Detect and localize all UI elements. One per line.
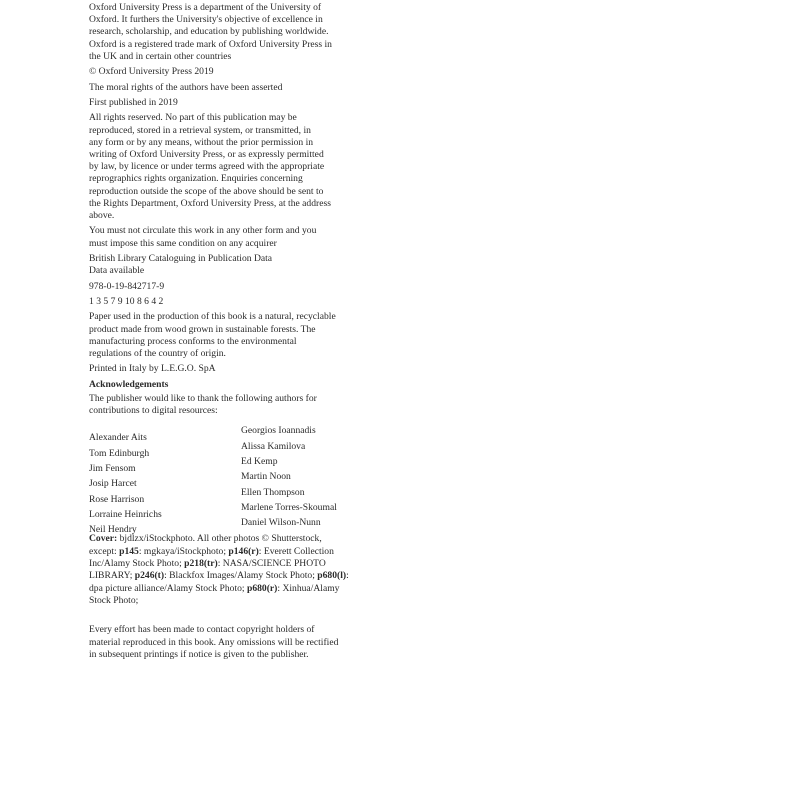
author-name: Jim Fensom bbox=[89, 462, 136, 474]
circulation-paragraph: You must not circulate this work in any other form and you must impose this same condition on any acquirer bbox=[89, 225, 317, 249]
copyright-line: © Oxford University Press 2019 bbox=[89, 66, 214, 78]
copyright-holders-notice: Every effort has been made to contact copyright holders of material reproduced in this book. Any omissions will be rectified in subsequent printings if notice is given to the publisher. bbox=[89, 624, 339, 660]
printing-line: 1 3 5 7 9 10 8 6 4 2 bbox=[89, 295, 164, 307]
credit-segment: p218(tr) bbox=[184, 557, 218, 569]
author-name: Josip Harcet bbox=[89, 478, 137, 490]
author-name: Ellen Thompson bbox=[241, 486, 305, 498]
author-name: Marlene Torres-Skoumal bbox=[241, 501, 337, 513]
author-name: Ed Kemp bbox=[241, 455, 278, 467]
credit-segment: Cover: bbox=[89, 533, 118, 545]
photo-credits-paragraph bbox=[89, 533, 389, 607]
author-column-left bbox=[89, 430, 162, 537]
author-name: Georgios Ioannadis bbox=[241, 425, 316, 437]
rights-reserved-paragraph: All rights reserved. No part of this publication may be reproduced, stored in a retrieval system, or transmitted, in any form or by any means, without the prior permission in writing of Oxford University Press, or as expressly permitted by law, by licence or under terms agreed with the appropriate reprographics rights organization. Enquiries concerning reproduction outside the scope of the above should be sent to the Rights Department, Oxford University Press, at the address above. bbox=[89, 112, 331, 221]
author-name: Rose Harrison bbox=[89, 493, 145, 505]
credit-segment: p680(l) bbox=[317, 570, 347, 582]
credit-segment: : Xinhua/Alamy Stock Photo; bbox=[89, 582, 340, 606]
author-name: Daniel Wilson-Nunn bbox=[241, 517, 321, 529]
press-statement: Oxford University Press is a department of the University of Oxford. It furthers the University's objective of excellence in research, scholarship, and education by publishing worldwide. Oxford is a registered trade mark of Oxford University Press in the UK and in certain other countries bbox=[89, 2, 332, 62]
credit-segment: p246(t) bbox=[134, 570, 165, 582]
author-name: Alissa Kamilova bbox=[241, 440, 306, 452]
credit-segment: : NASA/SCIENCE PHOTO LIBRARY; bbox=[89, 557, 326, 582]
acknowledgements-intro: The publisher would like to thank the following authors for contributions to digital resources: bbox=[89, 392, 317, 417]
cataloguing-paragraph: British Library Cataloguing in Publication Data Data available bbox=[89, 252, 273, 277]
credit-segment: bjdlzx/iStockphoto. All other photos © Shutterstock, except: bbox=[89, 533, 322, 557]
credit-segment: p680(r) bbox=[247, 582, 278, 594]
author-name: Martin Noon bbox=[241, 471, 291, 483]
credit-segment: : dpa picture alliance/Alamy Stock Photo; bbox=[89, 570, 349, 594]
credit-segment: : Everett Collection Inc/Alamy Stock Photo; bbox=[89, 545, 334, 569]
credit-segment: : mgkaya/iStockphoto; bbox=[138, 545, 229, 557]
spacer bbox=[89, 610, 389, 624]
author-name: Neil Hendry bbox=[89, 524, 137, 536]
credit-segment: p146(r) bbox=[228, 545, 259, 557]
moral-rights-line: The moral rights of the authors have been asserted bbox=[89, 81, 283, 93]
author-name: Alexander Aits bbox=[89, 432, 147, 444]
paper-note-paragraph: Paper used in the production of this book is a natural, recyclable product made from wood grown in sustainable forests. The manufacturing process conforms to the environmental regulations of the country of origin. bbox=[89, 311, 336, 359]
credit-segment: p145 bbox=[119, 545, 139, 557]
author-list bbox=[89, 423, 389, 536]
imprint-page bbox=[89, 2, 389, 664]
acknowledgements-heading: Acknowledgements bbox=[89, 378, 169, 390]
credit-segment: : Blackfox Images/Alamy Stock Photo; bbox=[164, 570, 318, 582]
printed-in-line: Printed in Italy by L.E.G.O. SpA bbox=[89, 363, 216, 375]
first-published-line: First published in 2019 bbox=[89, 96, 178, 108]
author-name: Tom Edinburgh bbox=[89, 447, 150, 459]
author-name: Lorraine Heinrichs bbox=[89, 508, 162, 520]
isbn-line: 978-0-19-842717-9 bbox=[89, 280, 165, 292]
author-column-right bbox=[241, 423, 337, 530]
